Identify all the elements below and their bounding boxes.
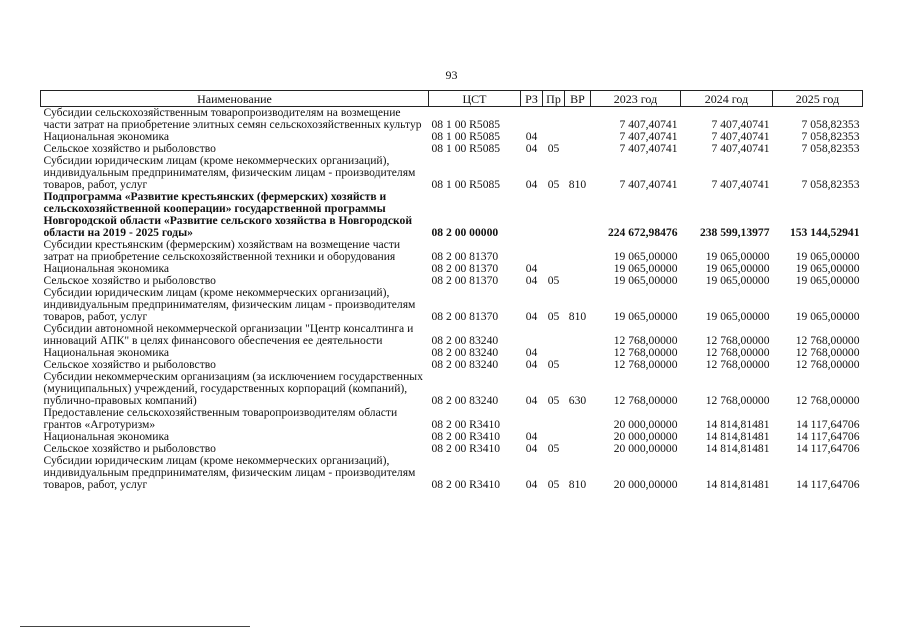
row-name: Сельское хозяйство и рыболовство (43, 274, 216, 287)
row-vr (565, 359, 591, 371)
row-2023: 19 065,00000 (613, 310, 678, 323)
row-cst: 08 2 00 83240 (431, 334, 499, 347)
row-2024: 12 768,00000 (705, 358, 770, 371)
row-2025: 7 058,82353 (801, 130, 860, 143)
row-2024: 19 065,00000 (705, 262, 770, 275)
row-rz (521, 407, 543, 431)
row-2023: 20 000,00000 (613, 478, 678, 491)
row-2025: 12 768,00000 (795, 358, 860, 371)
row-2023: 7 407,40741 (619, 178, 678, 191)
header-2025: 2025 год (773, 91, 863, 107)
row-cst: 08 2 00 83240 (431, 358, 499, 371)
row-2023: 12 768,00000 (613, 346, 678, 359)
row-pr (543, 191, 565, 239)
row-2023: 7 407,40741 (619, 142, 678, 155)
table-row (41, 407, 863, 431)
row-pr (543, 107, 565, 132)
row-cst: 08 1 00 R5085 (431, 142, 501, 155)
row-cst: 08 1 00 R5085 (431, 118, 501, 131)
row-vr (565, 347, 591, 359)
table-row (41, 107, 863, 132)
row-2023: 20 000,00000 (613, 418, 678, 431)
row-vr (565, 191, 591, 239)
row-rz: 04 (525, 442, 538, 455)
row-2025: 7 058,82353 (801, 142, 860, 155)
table-row (41, 371, 863, 407)
row-rz: 04 (525, 430, 538, 443)
row-pr: 05 (547, 274, 560, 287)
row-2025: 153 144,52941 (789, 226, 860, 239)
row-2024: 14 814,81481 (705, 478, 770, 491)
row-pr (543, 323, 565, 347)
row-2023: 7 407,40741 (619, 118, 678, 131)
row-2025: 12 768,00000 (795, 334, 860, 347)
row-vr (565, 131, 591, 143)
row-rz: 04 (525, 310, 538, 323)
row-2024: 19 065,00000 (705, 250, 770, 263)
row-rz (521, 323, 543, 347)
row-2025: 7 058,82353 (801, 178, 860, 191)
row-2025: 14 117,64706 (796, 418, 860, 431)
row-rz: 04 (525, 130, 538, 143)
row-vr (565, 407, 591, 431)
row-cst: 08 1 00 R5085 (431, 178, 501, 191)
footer-divider (20, 626, 250, 627)
row-vr: 630 (568, 394, 587, 407)
row-name: Сельское хозяйство и рыболовство (43, 142, 216, 155)
row-2025: 14 117,64706 (796, 442, 860, 455)
header-pr: Пр (543, 91, 565, 107)
row-2024: 14 814,81481 (705, 418, 770, 431)
row-name: Национальная экономика (43, 262, 170, 275)
budget-table (40, 90, 863, 491)
row-2024: 19 065,00000 (705, 310, 770, 323)
row-cst: 08 2 00 81370 (431, 250, 499, 263)
row-pr: 05 (547, 142, 560, 155)
row-cst: 08 2 00 81370 (431, 310, 499, 323)
header-2023: 2023 год (591, 91, 681, 107)
row-2024: 14 814,81481 (705, 442, 770, 455)
row-name: Субсидии автономной некоммерческой организации "Центр консалтинга и инноваций АПК" в целях финансового обеспечения ее деятельности (43, 322, 414, 347)
row-2023: 224 672,98476 (607, 226, 678, 239)
row-cst: 08 2 00 R3410 (431, 418, 501, 431)
row-pr: 05 (547, 178, 560, 191)
row-vr: 810 (568, 178, 587, 191)
row-rz (521, 191, 543, 239)
row-vr (565, 431, 591, 443)
row-cst: 08 2 00 83240 (431, 394, 499, 407)
table-header-row (41, 91, 863, 107)
row-2023: 12 768,00000 (613, 394, 678, 407)
row-rz: 04 (525, 478, 538, 491)
row-2025: 19 065,00000 (795, 310, 860, 323)
header-name: Наименование (41, 91, 429, 107)
row-2023: 7 407,40741 (619, 130, 678, 143)
row-rz: 04 (525, 346, 538, 359)
row-rz (521, 239, 543, 263)
row-rz: 04 (525, 178, 538, 191)
row-vr (565, 263, 591, 275)
row-cst: 08 2 00 83240 (431, 346, 499, 359)
row-name: Национальная экономика (43, 430, 170, 443)
row-vr (565, 143, 591, 155)
row-2024: 14 814,81481 (705, 430, 770, 443)
row-2025: 19 065,00000 (795, 250, 860, 263)
row-vr: 810 (568, 310, 587, 323)
row-vr: 810 (568, 478, 587, 491)
row-2023: 19 065,00000 (613, 274, 678, 287)
row-2025: 14 117,64706 (796, 430, 860, 443)
row-2024: 238 599,13977 (699, 226, 770, 239)
row-2025: 12 768,00000 (795, 346, 860, 359)
row-2024: 7 407,40741 (711, 130, 770, 143)
table-row (41, 239, 863, 263)
row-vr (565, 275, 591, 287)
row-name: Предоставление сельскохозяйственным товаропроизводителям области грантов «Агротуризм» (43, 406, 398, 431)
row-rz: 04 (525, 262, 538, 275)
header-2024: 2024 год (681, 91, 773, 107)
row-name: Национальная экономика (43, 130, 170, 143)
table-row (41, 155, 863, 191)
row-2023: 12 768,00000 (613, 358, 678, 371)
row-cst: 08 2 00 R3410 (431, 430, 501, 443)
row-name: Субсидии некоммерческим организациям (за исключением государственных (муниципальных) учреждений, государственных корпораций (компаний), публично-правовых компаний) (43, 370, 423, 407)
row-rz: 04 (525, 274, 538, 287)
table-row (41, 455, 863, 491)
row-cst: 08 2 00 00000 (431, 226, 499, 239)
row-2024: 7 407,40741 (711, 142, 770, 155)
row-name: Субсидии юридическим лицам (кроме некоммерческих организаций), индивидуальным предпринимателям, физическим лицам - производителям товаров, работ, услуг (43, 154, 416, 191)
table-row (41, 323, 863, 347)
header-vr: ВР (565, 91, 591, 107)
row-2024: 7 407,40741 (711, 178, 770, 191)
row-name: Сельское хозяйство и рыболовство (43, 358, 216, 371)
row-cst: 08 2 00 81370 (431, 274, 499, 287)
row-pr: 05 (547, 358, 560, 371)
row-name: Субсидии сельскохозяйственным товаропроизводителям на возмещение части затрат на приобретение элитных семян сельскохозяйственных культур (43, 106, 422, 131)
row-rz: 04 (525, 394, 538, 407)
row-pr (543, 407, 565, 431)
row-name: Субсидии юридическим лицам (кроме некоммерческих организаций), индивидуальным предпринимателям, физическим лицам - производителям товаров, работ, услуг (43, 454, 416, 491)
row-2024: 19 065,00000 (705, 274, 770, 287)
row-vr (565, 107, 591, 132)
table-body (41, 107, 863, 492)
row-name: Национальная экономика (43, 346, 170, 359)
row-2025: 19 065,00000 (795, 262, 860, 275)
row-pr (543, 239, 565, 263)
row-2025: 14 117,64706 (796, 478, 860, 491)
row-name: Субсидии крестьянским (фермерским) хозяйствам на возмещение части затрат на приобретение сельскохозяйственной техники и оборудования (43, 238, 401, 263)
row-2024: 12 768,00000 (705, 394, 770, 407)
row-2024: 12 768,00000 (705, 334, 770, 347)
table-row (41, 287, 863, 323)
row-pr: 05 (547, 394, 560, 407)
row-2025: 12 768,00000 (795, 394, 860, 407)
header-rz: РЗ (521, 91, 543, 107)
row-2023: 19 065,00000 (613, 250, 678, 263)
row-pr: 05 (547, 310, 560, 323)
row-2023: 20 000,00000 (613, 442, 678, 455)
row-pr: 05 (547, 442, 560, 455)
row-2025: 7 058,82353 (801, 118, 860, 131)
page-number: 93 (445, 68, 458, 82)
table-row (41, 191, 863, 239)
row-cst: 08 1 00 R5085 (431, 130, 501, 143)
row-2023: 19 065,00000 (613, 262, 678, 275)
row-2025: 19 065,00000 (795, 274, 860, 287)
row-vr (565, 323, 591, 347)
row-pr: 05 (547, 478, 560, 491)
row-cst: 08 2 00 R3410 (431, 442, 501, 455)
row-vr (565, 443, 591, 455)
row-rz (521, 107, 543, 132)
row-rz: 04 (525, 142, 538, 155)
row-name: Подпрограмма «Развитие крестьянских (фермерских) хозяйств и сельскохозяйственной кооперации» государственной программы Новгородской области «Развитие сельского хозяйства в Новгородской области на 2019 - 2025 годы» (43, 190, 413, 239)
row-cst: 08 2 00 81370 (431, 262, 499, 275)
header-cst: ЦСТ (429, 91, 521, 107)
row-name: Субсидии юридическим лицам (кроме некоммерческих организаций), индивидуальным предпринимателям, физическим лицам - производителям товаров, работ, услуг (43, 286, 416, 323)
row-rz: 04 (525, 358, 538, 371)
row-2024: 7 407,40741 (711, 118, 770, 131)
row-2023: 12 768,00000 (613, 334, 678, 347)
row-vr (565, 239, 591, 263)
row-2023: 20 000,00000 (613, 430, 678, 443)
row-2024: 12 768,00000 (705, 346, 770, 359)
row-name: Сельское хозяйство и рыболовство (43, 442, 216, 455)
row-cst: 08 2 00 R3410 (431, 478, 501, 491)
